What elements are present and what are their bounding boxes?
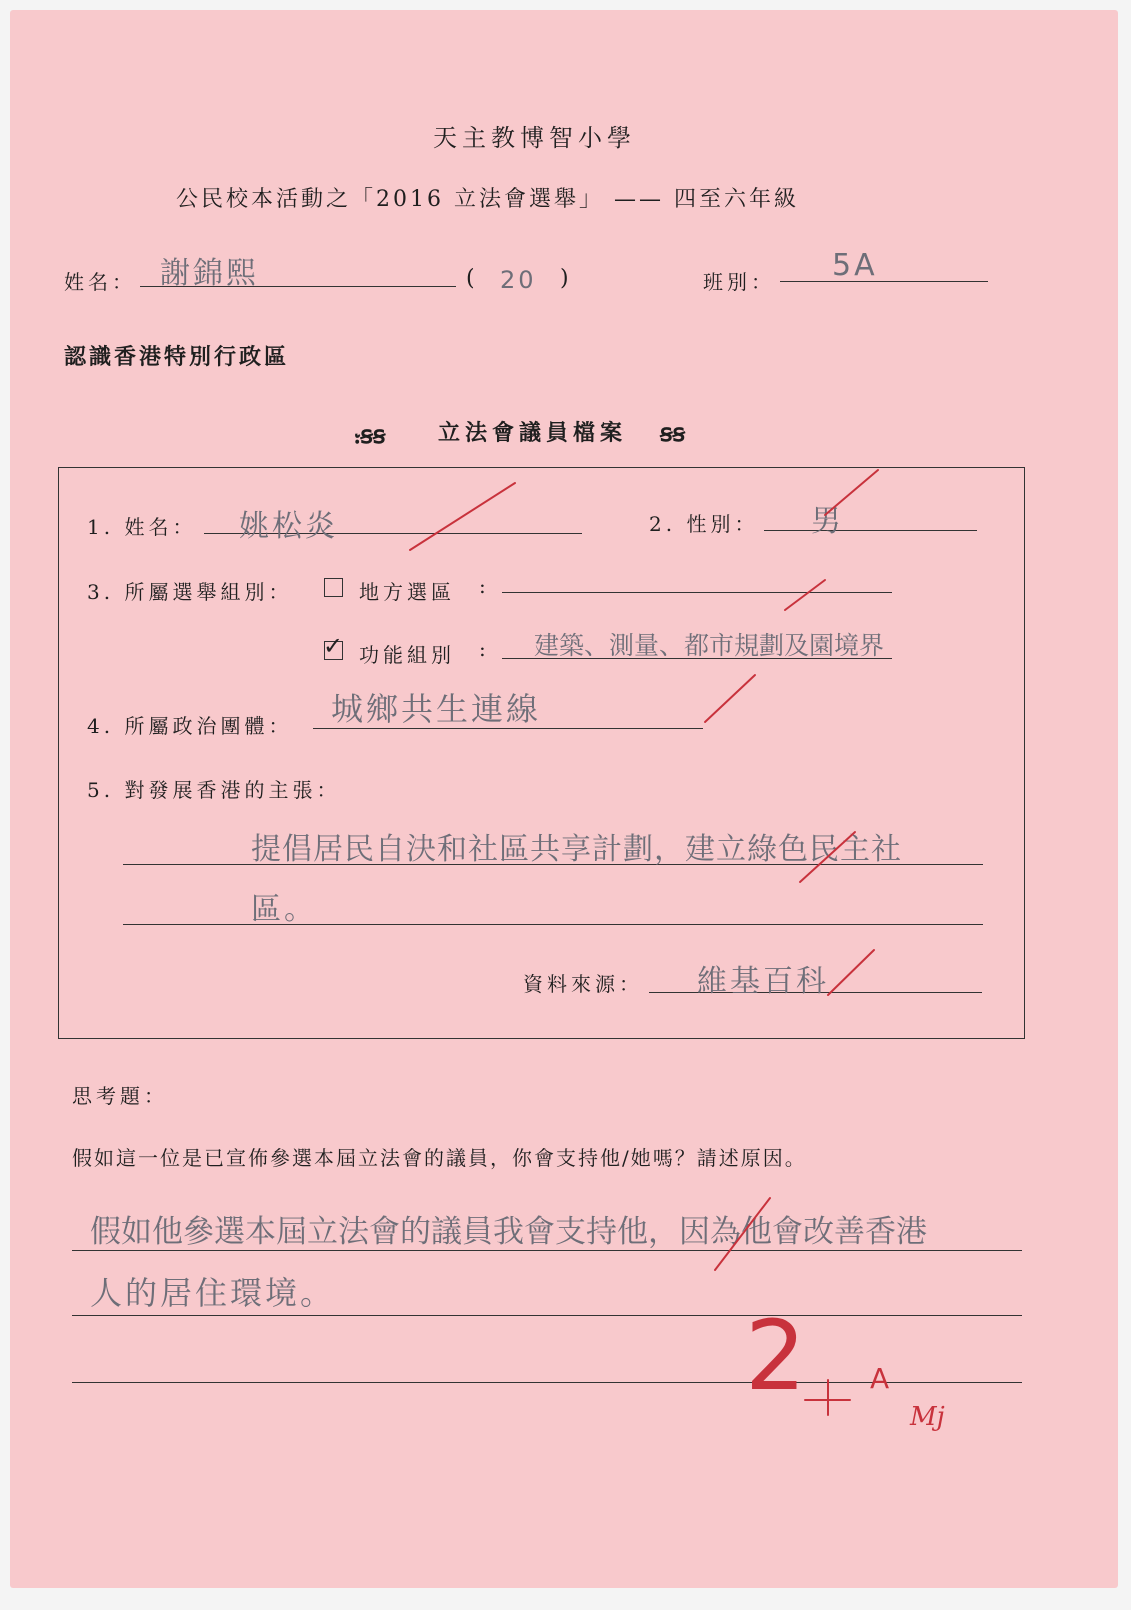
q2-underline — [764, 530, 977, 531]
reflection-question: 假如這一位是已宣佈參選本屆立法會的議員，你會支持他/她嗎？請述原因。 — [72, 1146, 807, 1170]
student-name-value: 謝錦熙 — [160, 256, 259, 291]
grade-letter: A — [870, 1362, 890, 1395]
grade-score: 2 — [745, 1300, 807, 1412]
worksheet-paper — [10, 10, 1118, 1588]
q4-value: 城鄉共生連線 — [331, 690, 542, 728]
activity-title: 公民校本活動之「2016 立法會選舉」 —— 四至六年級 — [176, 187, 799, 212]
q5-answer-line2: 區。 — [251, 892, 317, 927]
q4-label: 4. 所屬政治團體： — [87, 714, 293, 738]
q2-label: 2. 性別： — [649, 512, 759, 536]
class-underline — [780, 281, 988, 282]
reflection-answer-line1: 假如他參選本屆立法會的議員我會支持他，因為他會改善香港 — [90, 1214, 927, 1250]
q3-value: 建築、測量、都市規劃及園境界 — [534, 631, 885, 660]
source-value: 維基百科 — [697, 964, 829, 999]
q3-option-district: 地方選區 — [359, 580, 455, 604]
teacher-signature: Mj — [910, 1402, 945, 1432]
student-name-label: 姓名： — [64, 270, 136, 294]
q3-district-underline — [502, 592, 892, 593]
q3-option-functional: 功能組別 — [359, 643, 455, 667]
q3-colon-1: : — [479, 574, 490, 598]
source-label: 資料來源： — [523, 972, 643, 996]
reflection-underline-2 — [72, 1315, 1022, 1316]
functional-checkmark: ✓ — [323, 632, 344, 660]
plus-mark — [805, 1380, 850, 1415]
class-label: 班別： — [703, 270, 775, 294]
school-name: 天主教博智小學 — [433, 124, 636, 152]
q2-value: 男 — [811, 504, 844, 539]
q1-label: 1. 姓名： — [87, 515, 197, 539]
q5-answer-line1: 提倡居民自決和社區共享計劃，建立綠色民主社 — [251, 832, 902, 867]
q3-colon-2: : — [479, 637, 490, 661]
reflection-answer-line2: 人的居住環境。 — [90, 1274, 336, 1312]
student-number-close: ) — [560, 266, 573, 291]
reflection-label: 思考題： — [72, 1084, 168, 1108]
profile-box — [58, 467, 1025, 1039]
student-number-value: 20 — [500, 266, 537, 294]
district-checkbox[interactable] — [324, 578, 343, 597]
q1-value: 姚松炎 — [239, 509, 338, 544]
ornament-left: ⹎ꞩꞩ — [354, 420, 386, 449]
class-value: 5A — [832, 248, 878, 283]
q3-label: 3. 所屬選舉組別： — [87, 580, 293, 604]
profile-title: 立法會議員檔案 — [438, 420, 628, 446]
ornament-right: ꞩꞩ — [660, 418, 686, 447]
student-number-open: ( — [466, 266, 479, 291]
q5-label: 5. 對發展香港的主張： — [87, 778, 341, 802]
section-title: 認識香港特別行政區 — [64, 344, 290, 370]
